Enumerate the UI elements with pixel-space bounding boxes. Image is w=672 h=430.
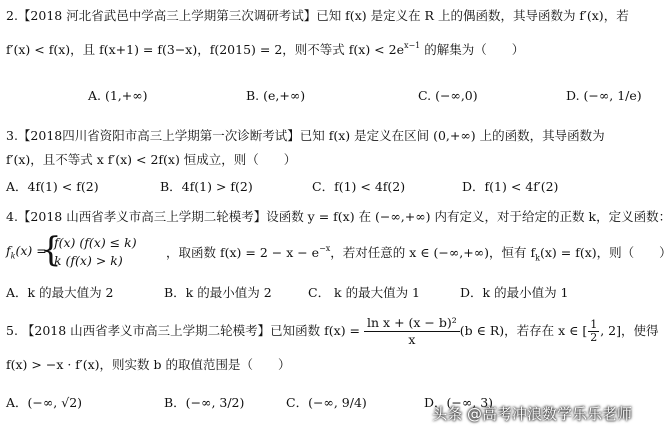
q4-case-2: k (f(x) > k) — [54, 253, 123, 268]
q4-rest-exponent: −x — [319, 244, 331, 253]
q2-option-c: C. (−∞,0) — [418, 88, 478, 103]
q2-stem-line1: 2.【2018 河北省武邑中学高三上学期第三次调研考试】已知 f(x) 是定义在 R 上的偶函数，其导函数为 f′(x)，若 — [6, 8, 629, 23]
q5-fraction-den: x — [408, 332, 416, 347]
q5-fraction — [364, 315, 460, 348]
q5-interval-num: 1 — [590, 318, 598, 331]
q4-rest-text: ，取函数 f(x) = 2 − x − e — [166, 245, 320, 260]
q2-exponent: x−1 — [403, 41, 421, 50]
q2-stem-line2-text: f′(x) < f(x)，且 f(x+1) = f(3−x)，f(2015) = 2，则不等式 f(x) < 2e — [6, 42, 404, 57]
q3-options — [0, 175, 640, 199]
q4-stem-line1: 4.【2018 山西省孝义市高三上学期二轮模考】设函数 y = f(x) 在 (−∞,+∞) 内有定义，对于给定的正数 k，定义函数： — [6, 209, 672, 224]
q4-rest-sub: k — [535, 253, 540, 263]
q2-options — [0, 84, 640, 108]
q5-option-c: C．(−∞, 9/4) — [286, 395, 367, 410]
q5-interval-den: 2 — [590, 331, 598, 344]
q3-stem-line1: 3.【2018四川省资阳市高三上学期第一次诊断考试】已知 f(x) 是定义在区间 (0,+∞) 上的函数，其导函数为 — [6, 128, 605, 143]
q4-piecewise-block — [6, 230, 672, 272]
q4-option-d: D．k 的最小值为 1 — [460, 285, 569, 300]
q5-tail: , 2]，使得 — [600, 323, 659, 338]
q4-rest-tail: ，若对任意的 x ∈ (−∞,+∞)，恒有 f — [330, 245, 536, 260]
q3-option-d: D．f(1) < 4f′(2) — [462, 179, 559, 194]
q2-option-b: B. (e,+∞) — [246, 88, 306, 103]
q4-case-1: f(x) (f(x) ≤ k) — [54, 235, 137, 250]
q2-stem-line2-tail: 的解集为（ ） — [420, 42, 525, 57]
q5-option-a: A．(−∞, √2) — [6, 395, 83, 410]
q5-stem-line2: f(x) > −x · f′(x)，则实数 b 的取值范围是（ ） — [6, 357, 291, 372]
q4-option-c: C． k 的最大值为 1 — [308, 285, 421, 300]
q4-lhs-sub: k — [10, 251, 16, 261]
q3-stem-line2: f′(x)，且不等式 x f′(x) < 2f(x) 恒成立，则（ ） — [6, 152, 297, 167]
q2-option-d: D. (−∞, 1/e) — [566, 88, 642, 103]
q4-options — [0, 281, 640, 305]
q3-option-c: C．f(1) < 4f(2) — [312, 179, 406, 194]
q4-rest — [166, 243, 672, 263]
q5-fraction-num: ln x + (x − b)² — [364, 315, 460, 332]
q3-option-b: B．4f(1) > f(2) — [160, 179, 253, 194]
q2-option-a: A. (1,+∞) — [88, 88, 148, 103]
q3-option-a: A．4f(1) < f(2) — [6, 179, 99, 194]
q4-rest-end: (x) = f(x)，则（ ） — [539, 245, 672, 260]
q5-option-d: D．(−∞, 3) — [424, 395, 494, 410]
q5-interval-fraction — [588, 319, 599, 344]
q2-stem-line2 — [6, 38, 524, 58]
q4-option-b: B．k 的最小值为 2 — [164, 285, 272, 300]
q4-lhs-tail: (x) = — [15, 243, 47, 258]
q5-stem-line1 — [6, 313, 659, 349]
watermark: 头条 @高考冲浪数学乐乐老师 — [432, 405, 632, 423]
q4-option-a: A．k 的最大值为 2 — [6, 285, 114, 300]
q4-lhs-f: f — [6, 243, 11, 258]
q4-brace: { — [40, 230, 62, 270]
q5-option-b: B．(−∞, 3/2) — [164, 395, 245, 410]
q5-mid: (b ∈ R)，若存在 x ∈ [ — [459, 323, 588, 338]
q5-head: 5. 【2018 山西省孝义市高三上学期二轮模考】已知函数 f(x) = — [6, 323, 361, 338]
